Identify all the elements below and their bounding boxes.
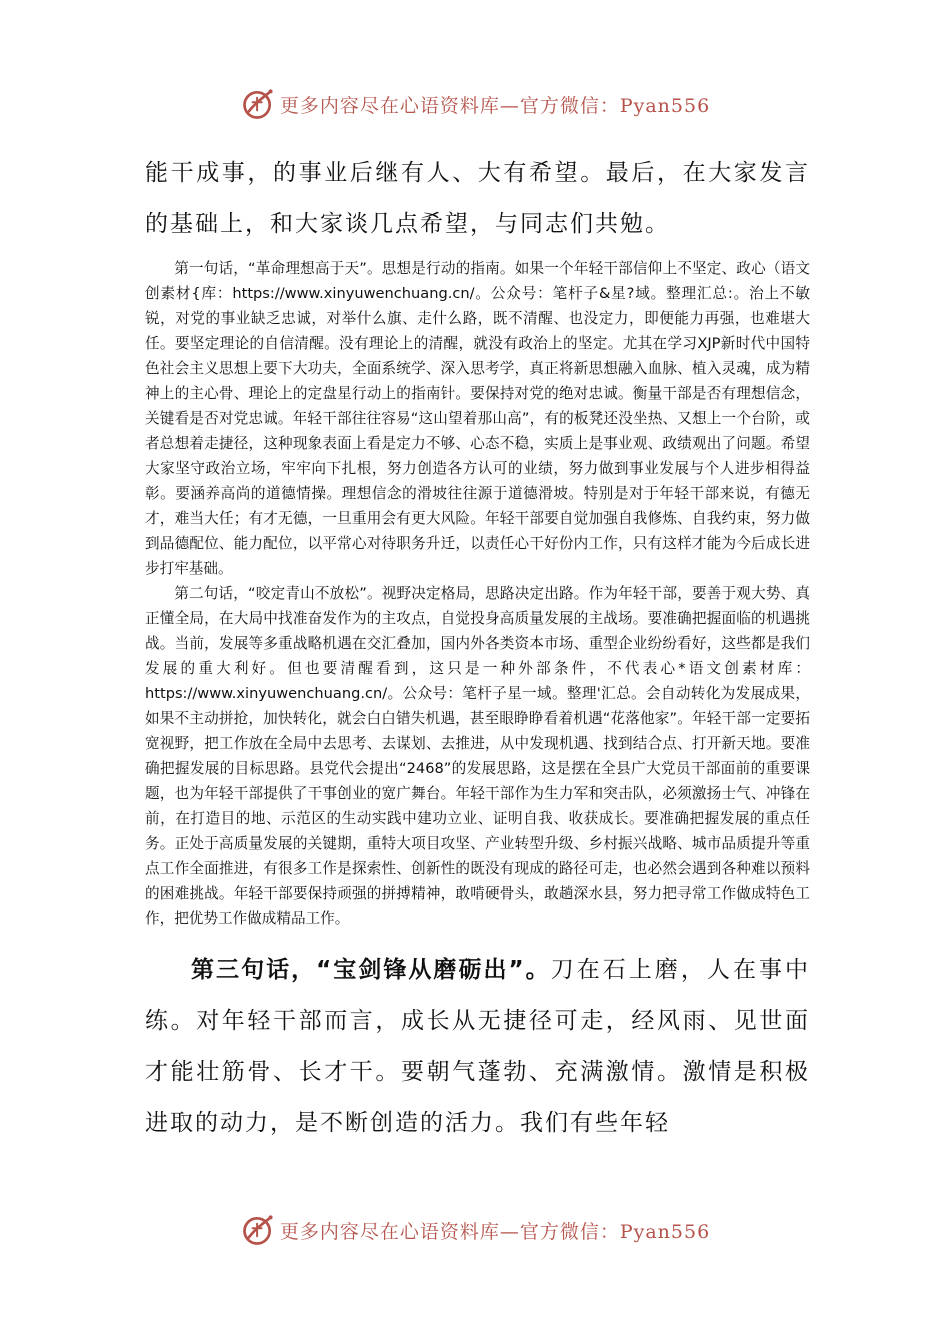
seal-logo-icon [240, 86, 276, 122]
footer-banner [0, 1210, 950, 1250]
paragraph-body-text: 刀在石上磨，人在事中练。对年轻干部而言，成长从无捷径可走，经风雨、见世面才能壮筋骨、长才干。要朝气蓬勃、充满激情。激情是积极进取的动力，是不断创造的活力。我们有些年轻 [145, 957, 811, 1136]
header-banner [0, 84, 950, 124]
banner-text: 更多内容尽在心语资料库—官方微信：Pyan556 [279, 1220, 711, 1243]
intro-paragraph: 能干成事，的事业后继有人、大有希望。最后，在大家发言的基础上，和大家谈几点希望，与同志们共勉。 [145, 160, 810, 237]
paragraph-second-sentence: 第二句话，“咬定青山不放松”。视野决定格局，思路决定出路。作为年轻干部，要善于观大势、真正懂全局，在大局中找准奋发作为的主攻点，自觉投身高质量发展的主战场。要准确把握面临的机遇挑战。当前，发展等多重战略机遇在交汇叠加，国内外各类资本市场、重型企业纷纷看好，这些都是我们发展的重大利好。但也要清醒看到，这只是一种外部条件，不代表心*语文创素材库：https://www.xinyuwenchuang.cn/。公众号：笔杆子星一域。整理'汇总。会自动转化为发展成果，如果不主动拼抢，加快转化，就会白白错失机遇，甚至眼睁睁看着机遇“花落他家”。年轻干部一定要拓宽视野，把工作放在全局中去思考、去谋划、去推进，从中发现机遇、找到结合点、打开新天地。要准确把握发展的目标思路。县党代会提出“2468”的发展思路，这是摆在全县广大党员干部面前的重要课题，也为年轻干部提供了干事创业的宽广舞台。年轻干部作为生力军和突击队，必须激扬士气、冲锋在前，在打造目的地、示范区的生动实践中建功立业、证明自我、收获成长。要准确把握发展的重点任务。正处于高质量发展的关键期，重特大项目攻坚、产业转型升级、乡村振兴战略、城市品质提升等重点工作全面推进，有很多工作是探索性、创新性的既没有现成的路径可走，也必然会遇到各种难以预料的困难挑战。年轻干部要保持顽强的拼搏精神，敢啃硬骨头，敢趟深水县，努力把寻常工作做成特色工作，把优势工作做成精品工作。 [145, 585, 810, 927]
document-body [145, 148, 810, 1149]
paragraph-first-sentence: 第一句话，“革命理想高于天”。思想是行动的指南。如果一个年轻干部信仰上不坚定、政心（语文创素材{库：https://www.xinyuwenchuang.cn/。公众号：笔杆子&星?域。整理汇总:。治上不敏锐，对党的事业缺乏忠诚，对举什么旗、走什么路，既不清醒、也没定力，即便能力再强，也难堪大任。要坚定理论的自信清醒。没有理论上的清醒，就没有政治上的坚定。尤其在学习XJP新时代中国特色社会主义思想上要下大功夫，全面系统学、深入思考学，真正将新思想融入血脉、植入灵魂，成为精神上的主心骨、理论上的定盘星行动上的指南针。要保持对党的绝对忠诚。衡量干部是否有理想信念，关键看是否对党忠诚。年轻干部往往容易“这山望着那山高”，有的板凳还没坐热、又想上一个台阶，或者总想着走捷径，这种现象表面上看是定力不够、心态不稳，实质上是事业观、政绩观出了问题。希望大家坚守政治立场，牢牢向下扎根，努力创造各方认可的业绩，努力做到事业发展与个人进步相得益彰。要涵养高尚的道德情操。理想信念的滑坡往往源于道德滑坡。特别是对于年轻干部来说，有德无才，难当大任；有才无德，一旦重用会有更大风险。年轻干部要自觉加强自我修炼、自我约束，努力做到品德配位、能力配位，以平常心对待职务升迁，以责任心干好份内工作，只有这样才能为今后成长进步打牢基础。 [145, 260, 810, 577]
seal-logo-icon [240, 1212, 276, 1248]
paragraph-third-sentence [145, 945, 810, 1149]
paragraph-lead-heading: 第三句话，“宝剑锋从磨砺出”。 [191, 957, 551, 983]
banner-text: 更多内容尽在心语资料库—官方微信：Pyan556 [279, 94, 711, 117]
